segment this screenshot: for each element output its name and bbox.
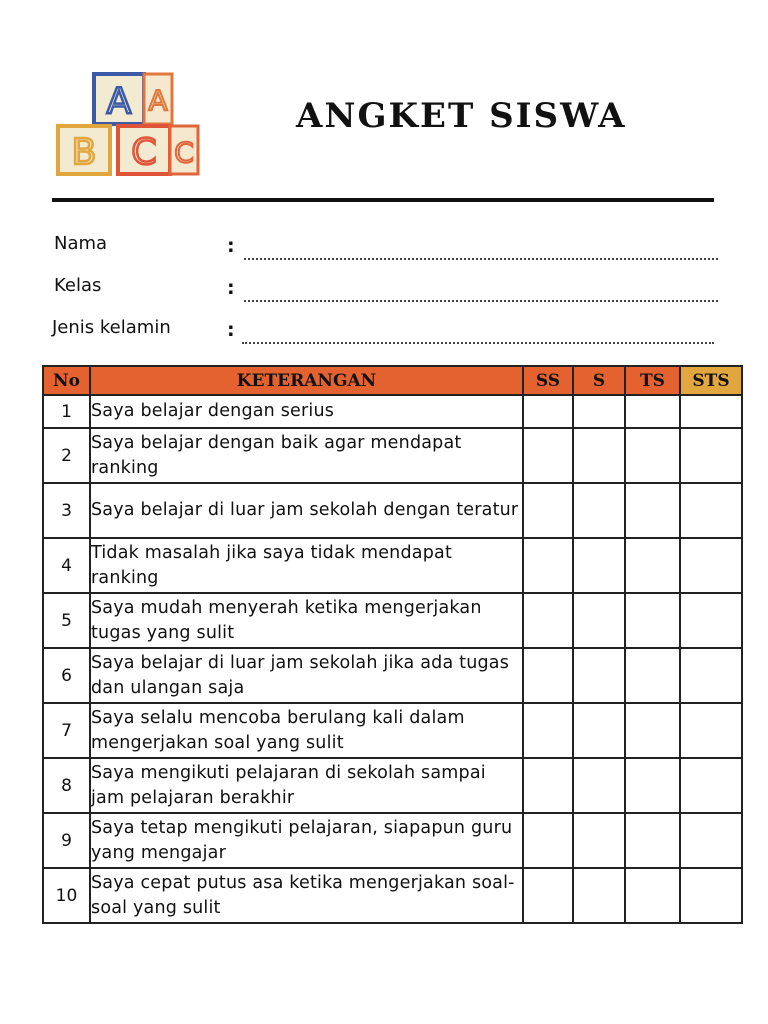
table-row	[43, 428, 742, 483]
table-row	[43, 395, 742, 428]
answer-cell-sts[interactable]	[680, 703, 742, 758]
answer-cell-sts[interactable]	[680, 483, 742, 538]
table-row	[43, 703, 742, 758]
answer-cell-ts[interactable]	[625, 593, 680, 648]
answer-cell-ss[interactable]	[523, 395, 573, 428]
page-title: ANGKET SISWA	[296, 96, 627, 136]
field-fill-line-jenis-kelamin[interactable]	[242, 342, 714, 344]
logo-block-a-blue	[94, 74, 144, 124]
answer-cell-ts[interactable]	[625, 395, 680, 428]
answer-cell-sts[interactable]	[680, 813, 742, 868]
field-nama	[54, 233, 718, 263]
row-statement: Saya belajar di luar jam sekolah jika ada tugas dan ulangan saja	[90, 648, 523, 703]
logo-letter-c2: C	[174, 136, 194, 169]
answer-cell-ss[interactable]	[523, 758, 573, 813]
row-number: 7	[43, 703, 90, 758]
row-number: 8	[43, 758, 90, 813]
row-statement: Saya belajar di luar jam sekolah dengan teratur	[90, 483, 523, 538]
logo-block-b	[58, 126, 110, 174]
answer-cell-s[interactable]	[573, 538, 625, 593]
col-header-no: No	[43, 366, 90, 395]
table-row	[43, 483, 742, 538]
row-number: 10	[43, 868, 90, 923]
field-colon: :	[227, 277, 235, 299]
row-number: 3	[43, 483, 90, 538]
answer-cell-ss[interactable]	[523, 593, 573, 648]
answer-cell-sts[interactable]	[680, 538, 742, 593]
col-header-s: S	[573, 366, 625, 395]
field-label: Kelas	[54, 275, 102, 296]
answer-cell-ts[interactable]	[625, 703, 680, 758]
row-number: 9	[43, 813, 90, 868]
row-number: 1	[43, 395, 90, 428]
logo-block-c	[118, 126, 170, 174]
field-label: Jenis kelamin	[52, 317, 171, 338]
answer-cell-ts[interactable]	[625, 428, 680, 483]
table-row	[43, 868, 742, 923]
row-statement: Saya belajar dengan baik agar mendapat ranking	[90, 428, 523, 483]
answer-cell-sts[interactable]	[680, 428, 742, 483]
table-row	[43, 593, 742, 648]
row-statement: Saya mengikuti pelajaran di sekolah sampai jam pelajaran berakhir	[90, 758, 523, 813]
title-divider	[52, 198, 714, 202]
col-header-ts: TS	[625, 366, 680, 395]
table-row	[43, 758, 742, 813]
answer-cell-ts[interactable]	[625, 538, 680, 593]
answer-cell-ss[interactable]	[523, 428, 573, 483]
field-fill-line-nama[interactable]	[244, 258, 718, 260]
logo-letter-a2: A	[148, 84, 168, 117]
answer-cell-ts[interactable]	[625, 868, 680, 923]
answer-cell-ss[interactable]	[523, 483, 573, 538]
row-statement: Saya cepat putus asa ketika mengerjakan soal-soal yang sulit	[90, 868, 523, 923]
row-number: 5	[43, 593, 90, 648]
table-row	[43, 538, 742, 593]
answer-cell-s[interactable]	[573, 703, 625, 758]
logo-block-c-side	[170, 126, 198, 174]
row-statement: Saya mudah menyerah ketika mengerjakan tugas yang sulit	[90, 593, 523, 648]
answer-cell-ss[interactable]	[523, 538, 573, 593]
table-header-row	[43, 366, 742, 395]
answer-cell-s[interactable]	[573, 648, 625, 703]
col-header-sts: STS	[680, 366, 742, 395]
field-colon: :	[227, 319, 235, 341]
answer-cell-s[interactable]	[573, 758, 625, 813]
table-row	[43, 813, 742, 868]
abc-blocks-logo	[52, 68, 204, 180]
row-statement: Saya tetap mengikuti pelajaran, siapapun guru yang mengajar	[90, 813, 523, 868]
answer-cell-ts[interactable]	[625, 483, 680, 538]
answer-cell-s[interactable]	[573, 428, 625, 483]
answer-cell-sts[interactable]	[680, 648, 742, 703]
answer-cell-s[interactable]	[573, 868, 625, 923]
answer-cell-ss[interactable]	[523, 813, 573, 868]
answer-cell-s[interactable]	[573, 483, 625, 538]
answer-cell-ss[interactable]	[523, 648, 573, 703]
answer-cell-s[interactable]	[573, 395, 625, 428]
answer-cell-ts[interactable]	[625, 758, 680, 813]
survey-table	[42, 365, 743, 924]
field-label: Nama	[54, 233, 108, 254]
logo-letter-c1: C	[131, 132, 157, 173]
answer-cell-ts[interactable]	[625, 648, 680, 703]
answer-cell-s[interactable]	[573, 813, 625, 868]
field-colon: :	[227, 235, 235, 257]
row-statement: Saya selalu mencoba berulang kali dalam mengerjakan soal yang sulit	[90, 703, 523, 758]
col-header-keterangan: KETERANGAN	[90, 366, 523, 395]
logo-letter-a1: A	[106, 81, 132, 122]
row-statement: Tidak masalah jika saya tidak mendapat ranking	[90, 538, 523, 593]
answer-cell-ss[interactable]	[523, 868, 573, 923]
answer-cell-sts[interactable]	[680, 758, 742, 813]
row-statement: Saya belajar dengan serius	[90, 395, 523, 428]
answer-cell-ss[interactable]	[523, 703, 573, 758]
row-number: 4	[43, 538, 90, 593]
field-jenis-kelamin	[52, 317, 714, 347]
table-row	[43, 648, 742, 703]
answer-cell-s[interactable]	[573, 593, 625, 648]
row-number: 6	[43, 648, 90, 703]
answer-cell-sts[interactable]	[680, 868, 742, 923]
field-fill-line-kelas[interactable]	[244, 300, 718, 302]
answer-cell-ts[interactable]	[625, 813, 680, 868]
logo-letter-b: B	[71, 132, 97, 173]
field-kelas	[54, 275, 718, 305]
col-header-ss: SS	[523, 366, 573, 395]
answer-cell-sts[interactable]	[680, 593, 742, 648]
answer-cell-sts[interactable]	[680, 395, 742, 428]
logo-block-a-orange	[144, 74, 172, 124]
row-number: 2	[43, 428, 90, 483]
